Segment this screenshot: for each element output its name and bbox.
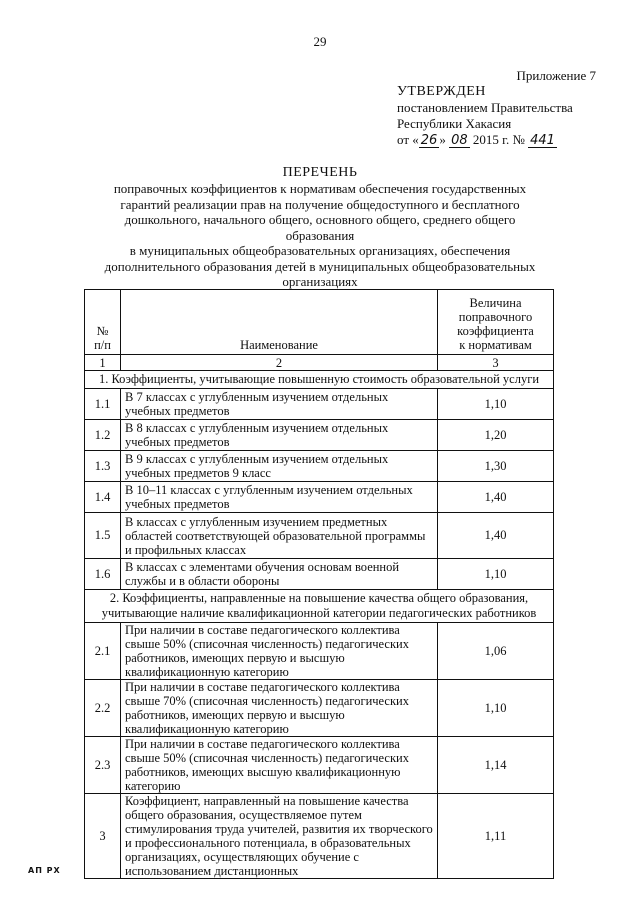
table-row: [85, 559, 554, 590]
subtitle-line: в муниципальных общеобразовательных организациях, обеспечения: [129, 243, 511, 258]
approval-block: [397, 84, 573, 148]
row-name: При наличии в составе педагогического коллектива свыше 50% (списочная численность) педагогических работников, имеющих первую и высшую квалификационную категорию: [121, 623, 438, 680]
table-row: [85, 680, 554, 737]
table-row: [85, 482, 554, 513]
table-header-row: [85, 290, 554, 355]
header-value: [438, 290, 554, 355]
section-2-heading: [85, 590, 554, 623]
table-row: [85, 623, 554, 680]
row-value: 1,10: [438, 389, 554, 420]
approval-line-3: Республики Хакасия: [397, 116, 512, 131]
row-num: 2.2: [85, 680, 121, 737]
row-name: В классах с углубленным изучением предметных областей соответствующей образовательной программы и профильных классах: [121, 513, 438, 559]
row-num: 1.2: [85, 420, 121, 451]
header-value-line: коэффициента: [457, 324, 534, 338]
table-row: [85, 451, 554, 482]
approval-date-line: [397, 132, 573, 148]
date-day: 26: [420, 133, 438, 148]
row-value: 1,30: [438, 451, 554, 482]
header-name-text: Наименование: [240, 338, 318, 352]
row-name: В классах с элементами обучения основам военной службы и в области обороны: [121, 559, 438, 590]
row-num: 2.3: [85, 737, 121, 794]
row-value: 1,20: [438, 420, 554, 451]
section-2-heading-line: 2. Коэффициенты, направленные на повышение качества общего образования,: [109, 591, 529, 605]
row-name: При наличии в составе педагогического коллектива свыше 50% (списочная численность) педагогических работников, имеющих высшую квалификационную категорию: [121, 737, 438, 794]
row-num: 1.6: [85, 559, 121, 590]
column-index-row: [85, 355, 554, 371]
row-num: 1.3: [85, 451, 121, 482]
row-num: 3: [85, 794, 121, 879]
date-prefix: от «: [397, 132, 419, 147]
date-month: 08: [451, 133, 468, 148]
row-value: 1,06: [438, 623, 554, 680]
subtitle-line: дополнительного образования детей в муниципальных общеобразовательных: [104, 258, 536, 274]
footer-mark: АП РХ: [28, 866, 61, 875]
date-year: 2015 г. №: [469, 132, 529, 147]
header-value-line: поправочного: [458, 310, 533, 324]
row-value: 1,14: [438, 737, 554, 794]
row-name: В 7 классах с углубленным изучением отдельных учебных предметов: [121, 389, 438, 420]
header-num-line1: №: [96, 324, 109, 338]
table-row: [85, 513, 554, 559]
table-row: [85, 794, 554, 879]
header-value-line: Величина: [469, 296, 522, 310]
subtitle-line: дошкольного, начального общего, основного общего, среднего общего образования: [124, 212, 516, 243]
subtitle-line: поправочных коэффициентов к нормативам обеспечения государственных: [113, 181, 527, 196]
subtitle-line: организациях: [282, 274, 358, 289]
column-index: 1: [85, 355, 121, 371]
section-2-heading-row: [85, 590, 554, 623]
row-value: 1,10: [438, 680, 554, 737]
coefficients-table: [84, 289, 554, 879]
document-title: ПЕРЕЧЕНЬ: [282, 165, 358, 180]
row-name: В 8 классах с углубленным изучением отдельных учебных предметов: [121, 420, 438, 451]
row-value: 1,10: [438, 559, 554, 590]
section-1-heading: 1. Коэффициенты, учитывающие повышенную стоимость образовательной услуги: [85, 371, 554, 389]
row-value: 1,11: [438, 794, 554, 879]
row-value: 1,40: [438, 482, 554, 513]
row-num: 1.1: [85, 389, 121, 420]
section-1-heading-row: [85, 371, 554, 389]
column-index: 3: [438, 355, 554, 371]
row-name: Коэффициент, направленный на повышение качества общего образования, осуществляемое путем стимулирования труда учителей, развития их творческого и профессионального потенциала, в образовательных организациях, осуществляющих обучение с использованием дистанционных: [121, 794, 438, 879]
header-num-line2: п/п: [94, 338, 111, 352]
table-row: [85, 420, 554, 451]
column-index: 2: [121, 355, 438, 371]
header-value-line: к нормативам: [459, 338, 532, 352]
row-value: 1,40: [438, 513, 554, 559]
header-num: [85, 290, 121, 355]
page-number: 29: [313, 34, 327, 49]
row-num: 2.1: [85, 623, 121, 680]
header-name: [121, 290, 438, 355]
subtitle-line: гарантий реализации прав на получение общедоступного и бесплатного: [120, 196, 520, 212]
appendix-label: Приложение 7: [516, 68, 596, 83]
row-name: В 10–11 классах с углубленным изучением отдельных учебных предметов: [121, 482, 438, 513]
decree-number: 441: [530, 133, 555, 148]
row-num: 1.4: [85, 482, 121, 513]
row-name: В 9 классах с углубленным изучением отдельных учебных предметов 9 класс: [121, 451, 438, 482]
document-subtitle: [90, 181, 550, 290]
row-name: При наличии в составе педагогического коллектива свыше 70% (списочная численность) педагогических работников, имеющих первую и высшую квалификационную категорию: [121, 680, 438, 737]
table-row: [85, 389, 554, 420]
section-2-heading-line: учитывающие наличие квалификационной категории педагогических работников: [101, 606, 537, 620]
approval-heading: УТВЕРЖДЕН: [397, 84, 486, 99]
table-row: [85, 737, 554, 794]
approval-line-2: постановлением Правительства: [397, 100, 573, 115]
date-mid: »: [439, 132, 450, 147]
row-num: 1.5: [85, 513, 121, 559]
